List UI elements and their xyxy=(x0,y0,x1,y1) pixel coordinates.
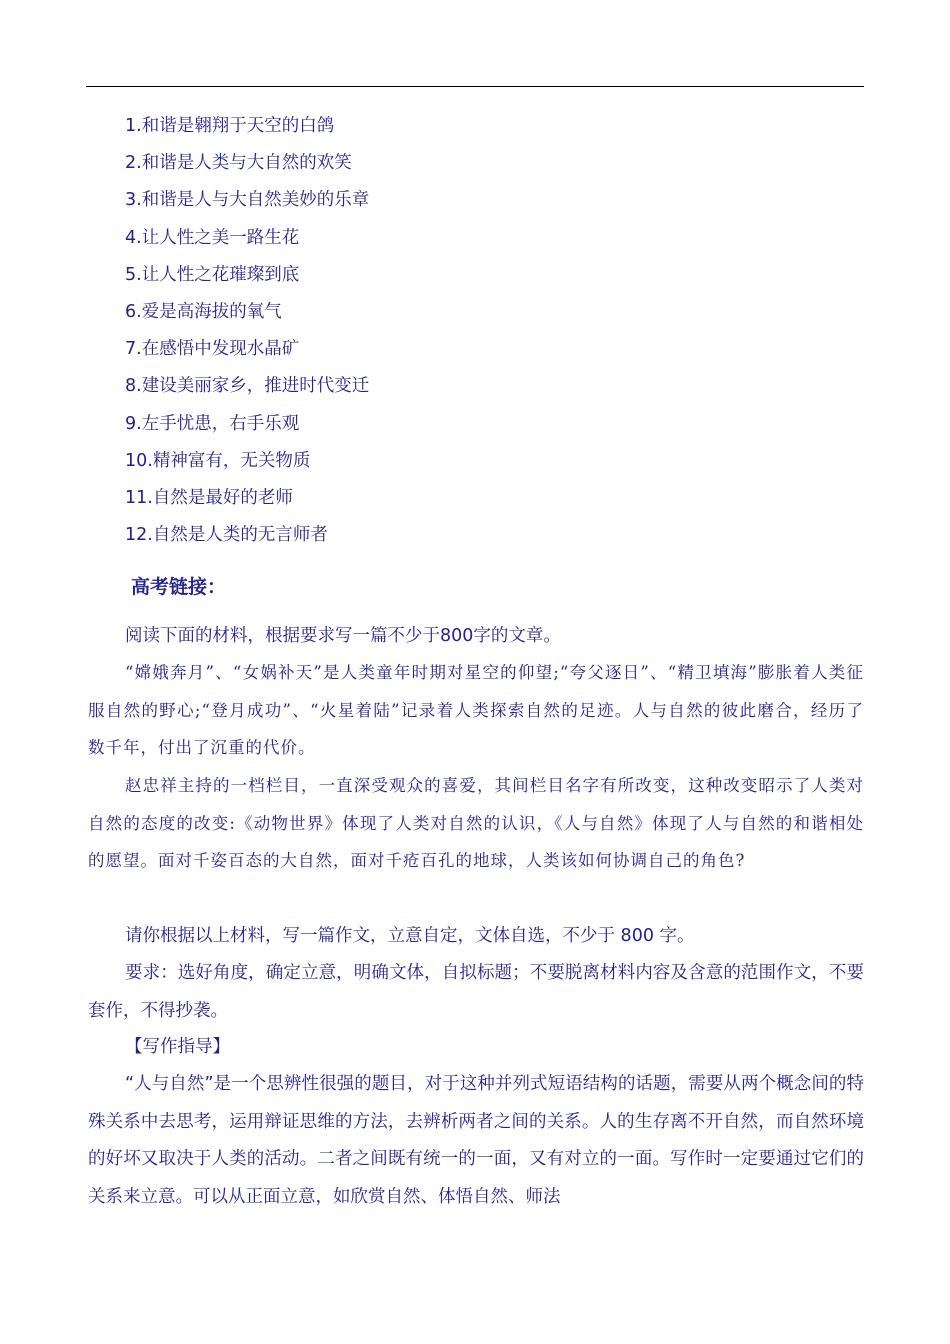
material-paragraph-1: “嫦娥奔月”、“女娲补天”是人类童年时期对星空的仰望;“夸父逐日”、“精卫填海”膨胀着人类征服自然的野心;“登月成功”、“火星着陆”记录着人类探索自然的足迹。人与自然的彼此磨合，经历了数千年，付出了沉重的代价。 xyxy=(88,663,864,757)
list-item: 2.和谐是人类与大自然的欢笑 xyxy=(125,153,352,174)
instruction-paragraph: 阅读下面的材料，根据要求写一篇不少于800字的文章。 xyxy=(125,626,561,646)
task-paragraph: 请你根据以上材料，写一篇作文，立意自定，文体自选，不少于 800 字。 xyxy=(125,926,695,946)
list-item: 7.在感悟中发现水晶矿 xyxy=(125,339,300,360)
list-item: 4.让人性之美一路生花 xyxy=(125,227,300,248)
requirement-paragraph: 要求：选好角度，确定立意，明确文体，自拟标题；不要脱离材料内容及含意的范围作文，不要套作，不得抄袭。 xyxy=(88,963,864,1021)
list-item: 9.左手忧患，右手乐观 xyxy=(125,413,300,434)
list-item: 3.和谐是人与大自然美妙的乐章 xyxy=(125,190,370,211)
guide-paragraph: “人与自然”是一个思辨性很强的题目，对于这种并列式短语结构的话题，需要从两个概念间的特殊关系中去思考，运用辩证思维的方法，去辨析两者之间的关系。人的生存离不开自然，而自然环境的好坏又取决于人类的活动。二者之间既有统一的一面，又有对立的一面。写作时一定要通过它们的关系来立意。可以从正面立意，如欣赏自然、体悟自然、师法 xyxy=(88,1074,864,1207)
guide-title: 【写作指导】 xyxy=(125,1037,230,1057)
list-item: 10.精神富有，无关物质 xyxy=(125,450,311,471)
header-rule xyxy=(86,86,864,87)
section-heading: 高考链接： xyxy=(131,576,227,598)
list-item: 5.让人性之花璀璨到底 xyxy=(125,264,300,285)
list-item: 6.爱是高海拔的氧气 xyxy=(125,301,282,322)
title-list xyxy=(125,110,369,556)
list-item: 1.和谐是翱翔于天空的白鸽 xyxy=(125,116,335,136)
list-item: 11.自然是最好的老师 xyxy=(125,487,293,508)
list-item: 8.建设美丽家乡，推进时代变迁 xyxy=(125,376,370,397)
list-item: 12.自然是人类的无言师者 xyxy=(125,525,328,546)
material-paragraph-2: 赵忠祥主持的一档栏目，一直深受观众的喜爱，其间栏目名字有所改变，这种改变昭示了人类对自然的态度的改变:《动物世界》体现了人类对自然的认识，《人与自然》体现了人与自然的和谐相处的愿望。面对千姿百态的大自然，面对千疮百孔的地球，人类该如何协调自己的角色? xyxy=(88,776,864,870)
